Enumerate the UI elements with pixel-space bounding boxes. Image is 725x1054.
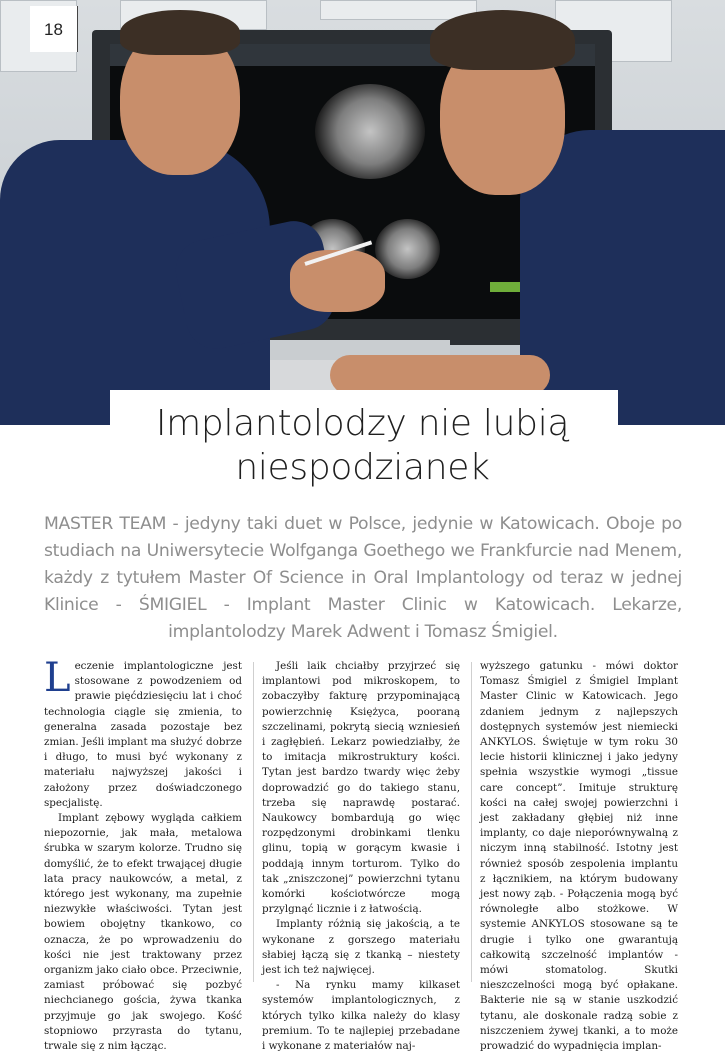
- ct-scan-image: [315, 84, 425, 179]
- paragraph: Implant zębowy wygląda całkiem niepozornie, jak mała, metalowa śrubka w szarym kolorze. Trudno się domyślić, że to efekt trwającej długie lata pracy naukowców, a metal, z którego jest wykonany, ma zupełnie niezwykłe właściwości. Tytan jest bowiem obojętny tkankowo, co oznacza, że po wprowadzeniu do kości nie jest traktowany przez organizm jako ciało obce. Przeciwnie, zamiast próbować się pozbyć niechcianego gościa, żywa tkanka przyjmuje go jak swojego. Kość stopniowo przyrasta do tytanu, trwale się z nim łącząc.: [44, 812, 242, 1053]
- drop-cap: L: [44, 655, 71, 701]
- title-line-2: niespodzianek: [235, 447, 490, 488]
- page-number: 18: [44, 20, 63, 39]
- title-line-1: Implantolodzy nie lubią: [155, 403, 570, 444]
- page-number-box: [30, 6, 78, 52]
- article-lead: MASTER TEAM - jedyny taki duet w Polsce, jedynie w Katowicach. Oboje po studiach na Uniwersytecie Wolfganga Goethego we Frankfurcie nad Menem, każdy z tytułem Master Of Science in Oral Implantology od teraz w jednej Klinice - ŚMIGIEL - Implant Master Clinic w Katowicach. Lekarze, implantolodzy Marek Adwent i Tomasz Śmigiel.: [44, 514, 682, 642]
- paragraph: - Na rynku mamy kilkaset systemów implantologicznych, z których tylko kilka należy do klasy premium. To te najlepiej przebadane i wykonane z materiałów naj-: [262, 979, 460, 1053]
- paragraph: Jeśli laik chciałby przyjrzeć się implantowi pod mikroskopem, to zobaczyłby fakturę przypominającą powierzchnię Księżyca, pooraną szczelinami, pokrytą siecią wzniesień i zagłębień. Lekarz powiedziałby, że to imitacja mikrostruktury kości. Tytan jest bardzo twardy więc żeby doprowadzić go do takiego stanu, trzeba się naprawdę postarać. Naukowcy bombardują go więc rozpędzonymi drobinkami tlenku glinu, topią w gorącym kwasie i poddają innym torturom. Tylko do tak „zniszczonej” powierzchni tytanu komórki kościotwórcze mogą przylgnąć licznie i z łatwością.: [262, 660, 460, 916]
- doctor-left-hand: [290, 250, 385, 312]
- paragraph: [44, 655, 242, 811]
- column-1: [44, 655, 242, 1054]
- paragraph: Implanty różnią się jakością, a te wykonane z gorszego materiału słabiej łączą się z tkanką – niestety jest ich też najwięcej.: [262, 918, 460, 977]
- paragraph: wyższego gatunku - mówi doktor Tomasz Śmigiel z Śmigiel Implant Master Clinic w Katowicach. Jego zdaniem jednym z najlepszych dostępnych systemów jest niemiecki ANKYLOS. Świętuje w tym roku 30 lecie historii klinicznej i jako jedyny spełnia wszystkie wymogi „tissue care concept”. Imituje strukturę kości na całej swojej powierzchni i jest zakładany głębiej niż inne implanty, co daje nieporównywalną z niczym inną stabilność. Istotny jest również sposób zespolenia implantu z łącznikiem, na którym budowany jest nowy ząb. - Połączenia mogą być równoległe albo stożkowe. W systemie ANKYLOS stosowane są te drugie i tylko one gwarantują całkowitą szczelność implantów - mówi stomatolog. Skutki nieszczelności mogą być opłakane. Bakterie nie są w stanie uszkodzić tytanu, ale doskonale radzą sobie z niszczeniem żywej tkanki, a to może prowadzić do wypadnięcia implan-: [480, 660, 678, 1053]
- column-divider: [471, 662, 472, 982]
- page-number-rule: [77, 6, 78, 52]
- column-3: [480, 659, 678, 1054]
- article-title: [40, 402, 685, 490]
- column-divider: [253, 662, 254, 982]
- doctor-right-body: [520, 130, 725, 425]
- column-2: [262, 659, 460, 1054]
- doctor-right-hair: [430, 10, 575, 70]
- paragraph-text: eczenie implantologiczne jest stosowane z powodzeniem od prawie pięćdziesięciu lat i choć technologia ciągle się zmienia, to generalna zasada pozostaje bez zmian. Jeśli implant ma służyć dobrze i długo, to musi być wykonany z materiału najwyższej jakości i założony przez doświadczonego specjalistę.: [44, 660, 242, 809]
- doctor-left-hair: [120, 10, 240, 55]
- doctor-right-arm: [330, 355, 550, 395]
- ct-scan-image: [375, 219, 440, 279]
- article-photo: [0, 0, 725, 425]
